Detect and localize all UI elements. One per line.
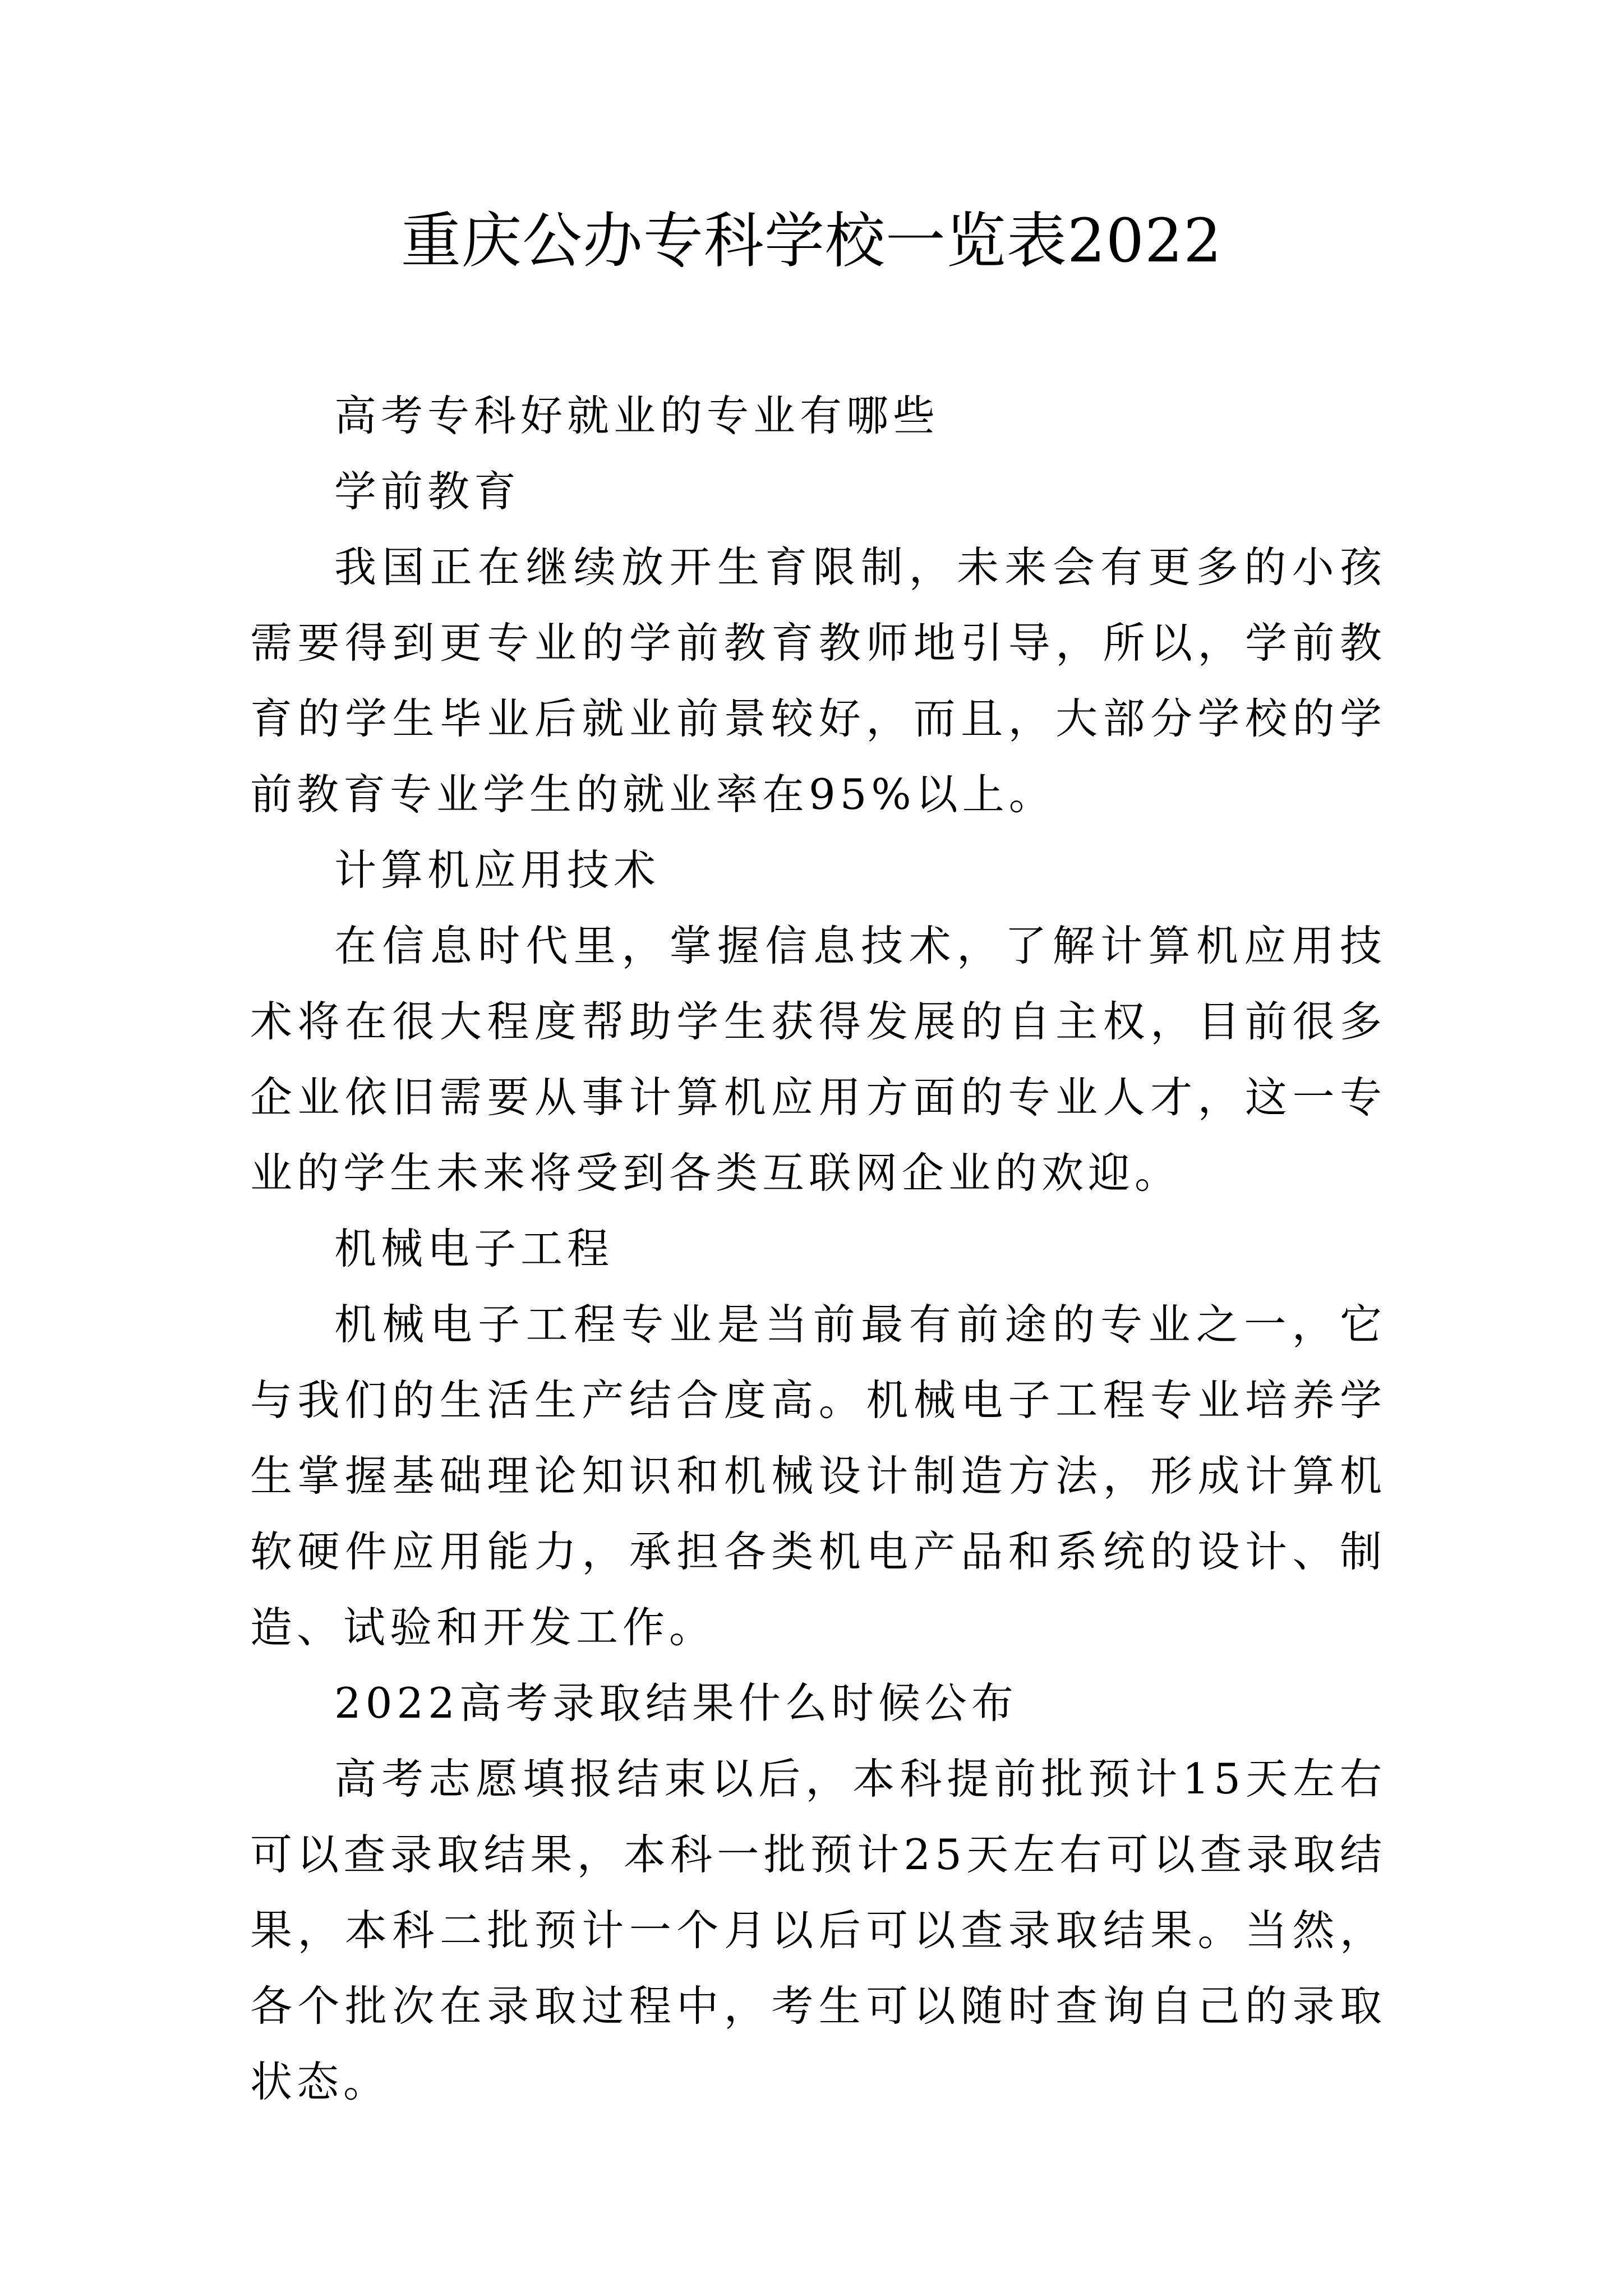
heading-computer-application: 计算机应用技术: [334, 845, 661, 895]
heading-admission-results: 2022高考录取结果什么时候公布: [334, 1678, 1018, 1728]
document-title: 重庆公办专科学校一览表2022: [400, 206, 1223, 276]
heading-mechatronics: 机械电子工程: [334, 1224, 614, 1273]
paragraph-mechatronics: 机械电子工程专业是当前最有前途的专业之一，它与我们的生活生产结合度高。机械电子工程专业培养学生掌握基础理论知识和机械设计制造方法，形成计算机软硬件应用能力，承担各类机电产品和系统的设计、制造、试验和开发工作。: [250, 1300, 1386, 1652]
document-body: [250, 378, 1386, 2120]
heading-preschool-education: 学前教育: [334, 467, 521, 516]
heading-employment-majors: 高考专科好就业的专业有哪些: [334, 391, 940, 440]
paragraph-admission-results: 高考志愿填报结束以后，本科提前批预计15天左右可以查录取结果，本科一批预计25天左右可以查录取结果，本科二批预计一个月以后可以查录取结果。当然，各个批次在录取过程中，考生可以随时查询自己的录取状态。: [250, 1754, 1386, 2106]
paragraph-computer-application: 在信息时代里，掌握信息技术，了解计算机应用技术将在很大程度帮助学生获得发展的自主权，目前很多企业依旧需要从事计算机应用方面的专业人才，这一专业的学生未来将受到各类互联网企业的欢迎。: [250, 921, 1386, 1198]
paragraph-preschool-education: 我国正在继续放开生育限制，未来会有更多的小孩需要得到更专业的学前教育教师地引导，所以，学前教育的学生毕业后就业前景较好，而且，大部分学校的学前教育专业学生的就业率在95%以上。: [250, 542, 1386, 819]
